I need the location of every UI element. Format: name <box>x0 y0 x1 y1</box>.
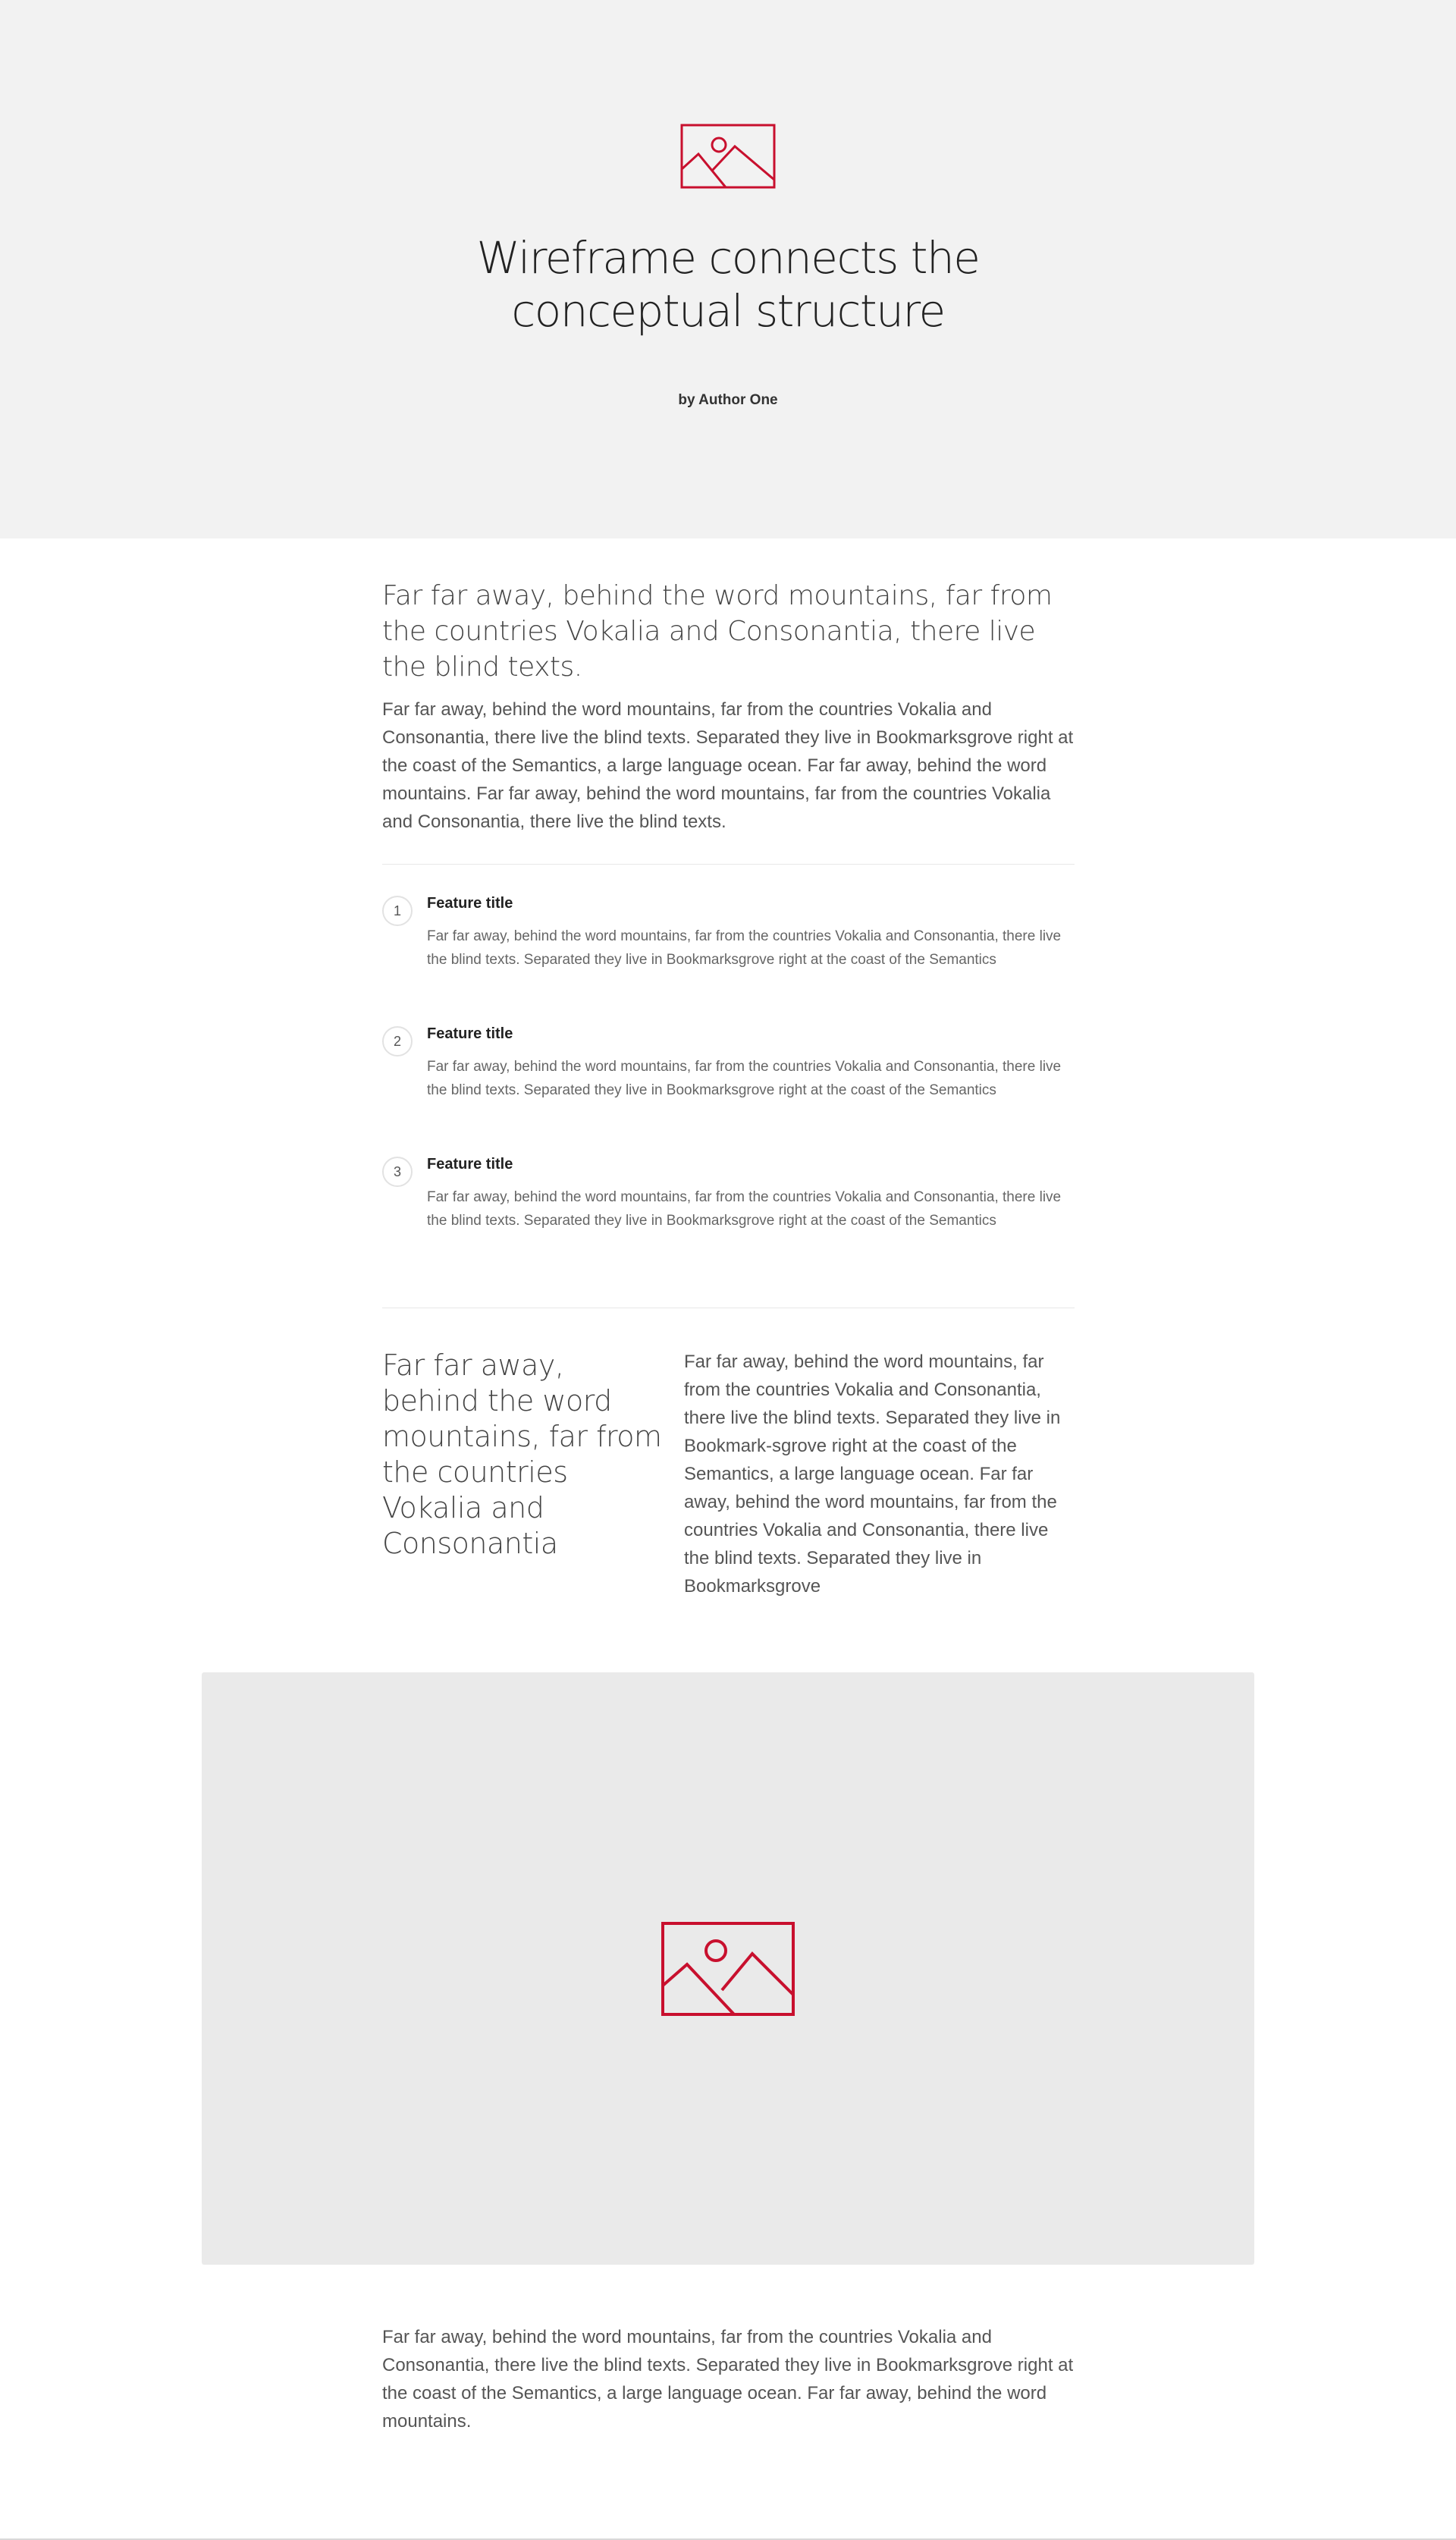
feature-number-badge: 1 <box>382 896 413 926</box>
hero-section <box>0 0 1456 538</box>
feature-item <box>382 893 1075 1024</box>
feature-title: Feature title <box>427 1025 513 1042</box>
two-column-section <box>382 1348 1075 1600</box>
two-column-heading: Far far away, behind the word mountains, far from the countries Vokalia and Consonantia <box>382 1348 662 1560</box>
footer-content <box>382 2323 1075 2435</box>
feature-description: Far far away, behind the word mountains, far from the countries Vokalia and Consonantia, there live the blind texts. Separated they live in Bookmarksgrove right at the coast of the Semantics <box>427 1189 1062 1229</box>
feature-description: Far far away, behind the word mountains, far from the countries Vokalia and Consonantia, there live the blind texts. Separated they live in Bookmarksgrove right at the coast of the Semantics <box>427 1059 1062 1098</box>
author-byline: by Author One <box>678 392 778 408</box>
feature-description: Far far away, behind the word mountains, far from the countries Vokalia and Consonantia, there live the blind texts. Separated they live in Bookmarksgrove right at the coast of the Semantics <box>427 928 1062 968</box>
feature-title: Feature title <box>427 895 513 912</box>
intro-lead: Far far away, behind the word mountains, far from the countries Vokalia and Consonantia, there live the blind texts. <box>382 580 1053 683</box>
feature-list <box>382 893 1075 1285</box>
two-column-text: Far far away, behind the word mountains, far from the countries Vokalia and Consonantia, there live the blind texts. Separated they live in Bookmark-sgrove right at the coast of the Semantics, a large language ocean. Far far away, behind the word mountains, far from the countries Vokalia and Consonantia, there live the blind texts. Separated they live in Bookmarksgrove <box>684 1352 1061 1597</box>
feature-title: Feature title <box>427 1156 513 1173</box>
image-placeholder-icon <box>661 1922 795 2016</box>
divider <box>382 864 1075 865</box>
image-placeholder-icon <box>680 124 776 189</box>
feature-item <box>382 1024 1075 1154</box>
article-content <box>382 578 1075 1600</box>
footer-paragraph: Far far away, behind the word mountains, far from the countries Vokalia and Consonantia, there live the blind texts. Separated they live in Bookmarksgrove right at the coast of the Semantics, a large language ocean. Far far away, behind the word mountains. <box>382 2327 1074 2432</box>
feature-number-badge: 3 <box>382 1157 413 1187</box>
intro-body: Far far away, behind the word mountains, far from the countries Vokalia and Consonantia, there live the blind texts. Separated they live in Bookmarksgrove right at the coast of the Semantics, a large language ocean. Far far away, behind the word mountains. Far far away, behind the word mountains, far from the countries Vokalia and Consonantia, there live the blind texts. <box>382 699 1074 832</box>
feature-item <box>382 1154 1075 1285</box>
feature-number-badge: 2 <box>382 1026 413 1057</box>
page-title: Wireframe connects the conceptual structure <box>476 232 980 337</box>
image-placeholder <box>202 1672 1254 2265</box>
